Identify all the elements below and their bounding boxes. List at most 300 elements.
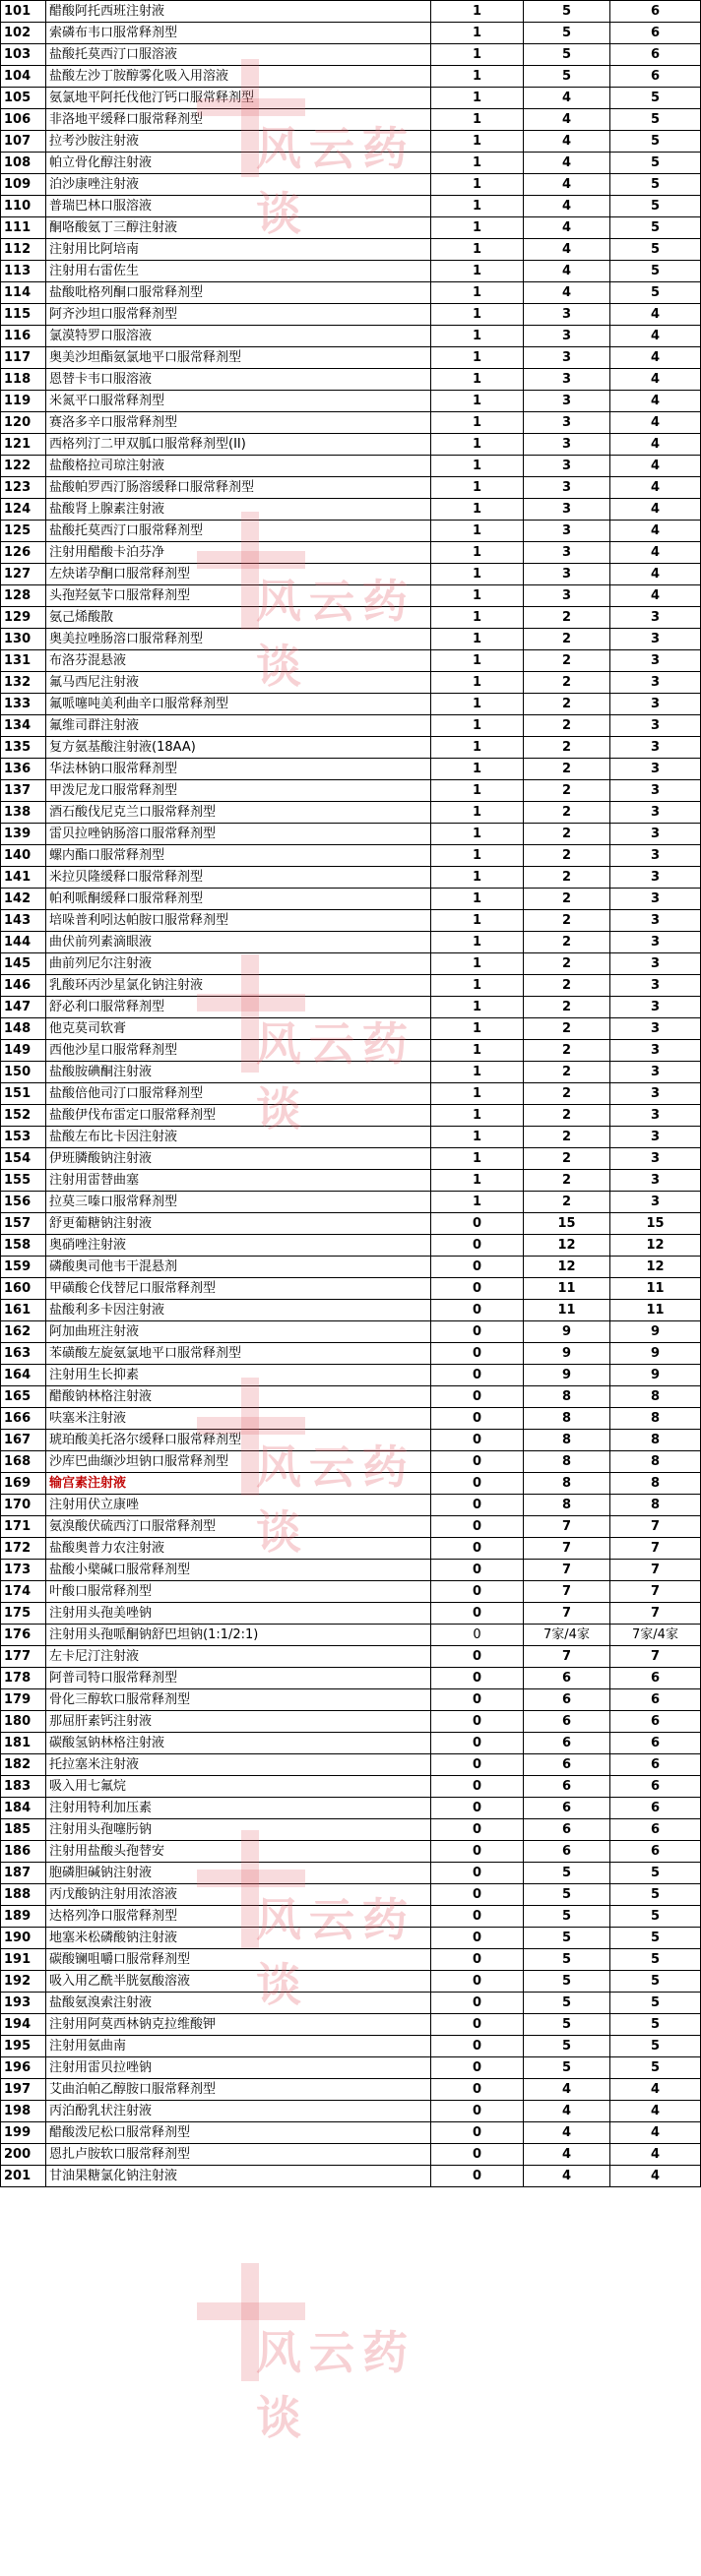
row-number: 106	[1, 109, 46, 131]
table-row	[1, 1603, 701, 1625]
value-col-c: 4	[610, 542, 701, 564]
table-row	[1, 2122, 701, 2144]
row-number: 161	[1, 1300, 46, 1321]
drug-name: 恩替卡韦口服溶液	[46, 369, 431, 391]
value-col-c: 8	[610, 1408, 701, 1430]
value-col-c: 5	[610, 282, 701, 304]
watermark-text: 风云药谈	[256, 1893, 415, 2011]
value-col-a: 1	[431, 845, 524, 867]
row-number: 123	[1, 477, 46, 499]
table-row	[1, 845, 701, 867]
value-col-c: 5	[610, 2057, 701, 2079]
value-col-a: 0	[431, 1386, 524, 1408]
drug-name: 氟哌噻吨美利曲辛口服常释剂型	[46, 694, 431, 715]
value-col-c: 7家/4家	[610, 1625, 701, 1646]
watermark-text: 风云药谈	[256, 122, 415, 240]
drug-name: 注射用右雷佐生	[46, 261, 431, 282]
row-number: 165	[1, 1386, 46, 1408]
drug-name: 培哚普利吲达帕胺口服常释剂型	[46, 910, 431, 932]
table-row	[1, 1430, 701, 1451]
table-row	[1, 2036, 701, 2057]
drug-name: 氟马西尼注射液	[46, 672, 431, 694]
value-col-c: 5	[610, 1884, 701, 1906]
drug-name: 舒更葡糖钠注射液	[46, 1213, 431, 1235]
table-row	[1, 109, 701, 131]
row-number: 183	[1, 1776, 46, 1798]
drug-name: 甘油果糖氯化钠注射液	[46, 2166, 431, 2187]
drug-name: 奥美沙坦酯氨氯地平口服常释剂型	[46, 347, 431, 369]
row-number: 185	[1, 1819, 46, 1841]
value-col-c: 5	[610, 88, 701, 109]
table-row	[1, 23, 701, 44]
drug-name: 盐酸吡格列酮口服常释剂型	[46, 282, 431, 304]
table-row	[1, 2014, 701, 2036]
drug-name: 盐酸氨溴索注射液	[46, 1993, 431, 2014]
row-number: 163	[1, 1343, 46, 1365]
drug-name: 注射用比阿培南	[46, 239, 431, 261]
drug-name: 盐酸托莫西汀口服溶液	[46, 44, 431, 66]
row-number: 175	[1, 1603, 46, 1625]
value-col-c: 7	[610, 1581, 701, 1603]
value-col-a: 1	[431, 672, 524, 694]
table-row	[1, 174, 701, 196]
drug-name: 注射用雷替曲塞	[46, 1170, 431, 1192]
value-col-c: 3	[610, 997, 701, 1018]
value-col-c: 5	[610, 1971, 701, 1993]
value-col-b: 7	[524, 1516, 610, 1538]
drug-name: 输宫素注射液	[46, 1473, 431, 1495]
table-row	[1, 672, 701, 694]
value-col-b: 5	[524, 1884, 610, 1906]
table-row	[1, 1884, 701, 1906]
value-col-b: 3	[524, 369, 610, 391]
row-number: 114	[1, 282, 46, 304]
drug-name: 醋酸泼尼松口服常释剂型	[46, 2122, 431, 2144]
value-col-b: 7	[524, 1581, 610, 1603]
value-col-c: 5	[610, 261, 701, 282]
value-col-b: 2	[524, 1018, 610, 1040]
row-number: 113	[1, 261, 46, 282]
value-col-b: 2	[524, 629, 610, 650]
table-row	[1, 1798, 701, 1819]
row-number: 146	[1, 975, 46, 997]
value-col-b: 8	[524, 1473, 610, 1495]
drug-name: 注射用特利加压素	[46, 1798, 431, 1819]
drug-name: 骨化三醇软口服常释剂型	[46, 1689, 431, 1711]
drug-name: 注射用醋酸卡泊芬净	[46, 542, 431, 564]
watermark-text: 风云药谈	[256, 2326, 415, 2444]
drug-name: 吸入用七氟烷	[46, 1776, 431, 1798]
value-col-b: 4	[524, 131, 610, 153]
drug-name: 雷贝拉唑钠肠溶口服常释剂型	[46, 824, 431, 845]
drug-name: 丙戊酸钠注射用浓溶液	[46, 1884, 431, 1906]
value-col-b: 3	[524, 499, 610, 521]
row-number: 133	[1, 694, 46, 715]
table-row	[1, 217, 701, 239]
value-col-a: 1	[431, 694, 524, 715]
row-number: 184	[1, 1798, 46, 1819]
table-row	[1, 1711, 701, 1733]
table-row	[1, 434, 701, 456]
drug-name: 阿加曲班注射液	[46, 1321, 431, 1343]
value-col-a: 0	[431, 1213, 524, 1235]
row-number: 177	[1, 1646, 46, 1668]
value-col-c: 8	[610, 1451, 701, 1473]
value-col-c: 5	[610, 131, 701, 153]
value-col-b: 7	[524, 1538, 610, 1560]
row-number: 151	[1, 1083, 46, 1105]
table-row	[1, 2101, 701, 2122]
row-number: 201	[1, 2166, 46, 2187]
drug-name: 复方氨基酸注射液(18AA)	[46, 737, 431, 759]
value-col-c: 6	[610, 1711, 701, 1733]
value-col-c: 3	[610, 1148, 701, 1170]
value-col-b: 11	[524, 1278, 610, 1300]
value-col-a: 1	[431, 607, 524, 629]
table-row	[1, 1993, 701, 2014]
value-col-a: 0	[431, 1798, 524, 1819]
value-col-a: 1	[431, 802, 524, 824]
value-col-c: 6	[610, 1, 701, 23]
value-col-c: 3	[610, 737, 701, 759]
value-col-a: 1	[431, 23, 524, 44]
value-col-c: 6	[610, 1819, 701, 1841]
value-col-b: 2	[524, 845, 610, 867]
value-col-b: 4	[524, 2166, 610, 2187]
value-col-c: 3	[610, 1040, 701, 1062]
value-col-b: 5	[524, 66, 610, 88]
table-row	[1, 802, 701, 824]
value-col-a: 1	[431, 824, 524, 845]
row-number: 141	[1, 867, 46, 889]
value-col-c: 4	[610, 2144, 701, 2166]
drug-name: 碳酸镧咀嚼口服常释剂型	[46, 1949, 431, 1971]
drug-name: 阿齐沙坦口服常释剂型	[46, 304, 431, 326]
value-col-a: 0	[431, 1928, 524, 1949]
row-number: 110	[1, 196, 46, 217]
value-col-a: 0	[431, 1603, 524, 1625]
value-col-a: 1	[431, 737, 524, 759]
row-number: 186	[1, 1841, 46, 1863]
table-row	[1, 1105, 701, 1127]
drug-name: 那屈肝素钙注射液	[46, 1711, 431, 1733]
value-col-a: 0	[431, 1278, 524, 1300]
drug-name: 胞磷胆碱钠注射液	[46, 1863, 431, 1884]
table-row	[1, 1343, 701, 1365]
drug-name: 沙库巴曲缬沙坦钠口服常释剂型	[46, 1451, 431, 1473]
table-row	[1, 1906, 701, 1928]
value-col-c: 6	[610, 1668, 701, 1689]
row-number: 101	[1, 1, 46, 23]
row-number: 104	[1, 66, 46, 88]
value-col-a: 1	[431, 564, 524, 585]
value-col-b: 6	[524, 1819, 610, 1841]
row-number: 199	[1, 2122, 46, 2144]
row-number: 176	[1, 1625, 46, 1646]
value-col-b: 6	[524, 1798, 610, 1819]
value-col-b: 4	[524, 174, 610, 196]
drug-name: 酮咯酸氨丁三醇注射液	[46, 217, 431, 239]
table-row	[1, 1300, 701, 1321]
row-number: 179	[1, 1689, 46, 1711]
value-col-b: 8	[524, 1451, 610, 1473]
table-row	[1, 694, 701, 715]
row-number: 149	[1, 1040, 46, 1062]
table-row	[1, 1, 701, 23]
row-number: 105	[1, 88, 46, 109]
drug-name: 盐酸左沙丁胺醇雾化吸入用溶液	[46, 66, 431, 88]
table-row	[1, 131, 701, 153]
value-col-a: 0	[431, 1776, 524, 1798]
table-row	[1, 1581, 701, 1603]
drug-name: 拉莫三嗪口服常释剂型	[46, 1192, 431, 1213]
table-row	[1, 953, 701, 975]
row-number: 119	[1, 391, 46, 412]
value-col-b: 5	[524, 1971, 610, 1993]
value-col-a: 1	[431, 369, 524, 391]
value-col-a: 0	[431, 2014, 524, 2036]
value-col-c: 3	[610, 867, 701, 889]
value-col-b: 12	[524, 1257, 610, 1278]
value-col-c: 5	[610, 1906, 701, 1928]
value-col-b: 2	[524, 715, 610, 737]
value-col-c: 5	[610, 1863, 701, 1884]
value-col-b: 4	[524, 261, 610, 282]
value-col-c: 8	[610, 1430, 701, 1451]
value-col-a: 0	[431, 1646, 524, 1668]
drug-name: 叶酸口服常释剂型	[46, 1581, 431, 1603]
table-row	[1, 1495, 701, 1516]
table-row	[1, 521, 701, 542]
row-number: 189	[1, 1906, 46, 1928]
value-col-a: 0	[431, 1495, 524, 1516]
row-number: 103	[1, 44, 46, 66]
drug-name: 苯磺酸左旋氨氯地平口服常释剂型	[46, 1343, 431, 1365]
drug-name: 丙泊酚乳状注射液	[46, 2101, 431, 2122]
value-col-c: 4	[610, 2166, 701, 2187]
row-number: 154	[1, 1148, 46, 1170]
row-number: 143	[1, 910, 46, 932]
value-col-b: 7家/4家	[524, 1625, 610, 1646]
value-col-c: 7	[610, 1560, 701, 1581]
row-number: 132	[1, 672, 46, 694]
value-col-b: 2	[524, 824, 610, 845]
drug-name: 左卡尼汀注射液	[46, 1646, 431, 1668]
value-col-a: 1	[431, 196, 524, 217]
value-col-a: 1	[431, 326, 524, 347]
drug-name: 盐酸伊伐布雷定口服常释剂型	[46, 1105, 431, 1127]
value-col-a: 0	[431, 1668, 524, 1689]
value-col-a: 1	[431, 282, 524, 304]
value-col-c: 7	[610, 1538, 701, 1560]
value-col-c: 4	[610, 391, 701, 412]
row-number: 138	[1, 802, 46, 824]
value-col-c: 12	[610, 1235, 701, 1257]
value-col-c: 4	[610, 456, 701, 477]
row-number: 160	[1, 1278, 46, 1300]
drug-name: 托拉塞米注射液	[46, 1754, 431, 1776]
drug-name: 盐酸胺碘酮注射液	[46, 1062, 431, 1083]
row-number: 116	[1, 326, 46, 347]
value-col-a: 1	[431, 347, 524, 369]
value-col-a: 1	[431, 1018, 524, 1040]
drug-name: 索磷布韦口服常释剂型	[46, 23, 431, 44]
row-number: 140	[1, 845, 46, 867]
value-col-c: 11	[610, 1300, 701, 1321]
value-col-b: 11	[524, 1300, 610, 1321]
value-col-a: 0	[431, 1516, 524, 1538]
drug-name: 泊沙康唑注射液	[46, 174, 431, 196]
row-number: 187	[1, 1863, 46, 1884]
drug-name: 他克莫司软膏	[46, 1018, 431, 1040]
value-col-b: 2	[524, 1040, 610, 1062]
value-col-b: 2	[524, 1170, 610, 1192]
row-number: 195	[1, 2036, 46, 2057]
drug-name: 曲前列尼尔注射液	[46, 953, 431, 975]
value-col-b: 7	[524, 1603, 610, 1625]
value-col-a: 0	[431, 1949, 524, 1971]
row-number: 159	[1, 1257, 46, 1278]
table-row	[1, 347, 701, 369]
value-col-a: 1	[431, 629, 524, 650]
drug-name: 赛洛多辛口服常释剂型	[46, 412, 431, 434]
row-number: 139	[1, 824, 46, 845]
value-col-b: 2	[524, 953, 610, 975]
value-col-c: 6	[610, 66, 701, 88]
value-col-a: 0	[431, 1819, 524, 1841]
value-col-b: 8	[524, 1495, 610, 1516]
table-row	[1, 44, 701, 66]
row-number: 117	[1, 347, 46, 369]
value-col-a: 0	[431, 1560, 524, 1581]
value-col-c: 5	[610, 1928, 701, 1949]
value-col-c: 3	[610, 715, 701, 737]
table-row	[1, 607, 701, 629]
value-col-a: 1	[431, 975, 524, 997]
row-number: 150	[1, 1062, 46, 1083]
row-number: 135	[1, 737, 46, 759]
value-col-a: 0	[431, 1343, 524, 1365]
drug-name: 甲泼尼龙口服常释剂型	[46, 780, 431, 802]
row-number: 130	[1, 629, 46, 650]
value-col-b: 5	[524, 2057, 610, 2079]
drug-name: 磷酸奥司他韦干混悬剂	[46, 1257, 431, 1278]
drug-name: 奥美拉唑肠溶口服常释剂型	[46, 629, 431, 650]
table-row	[1, 1321, 701, 1343]
row-number: 181	[1, 1733, 46, 1754]
row-number: 168	[1, 1451, 46, 1473]
value-col-b: 2	[524, 780, 610, 802]
row-number: 153	[1, 1127, 46, 1148]
drug-name: 米氮平口服常释剂型	[46, 391, 431, 412]
value-col-c: 6	[610, 1733, 701, 1754]
table-row	[1, 1170, 701, 1192]
row-number: 137	[1, 780, 46, 802]
value-col-a: 0	[431, 1300, 524, 1321]
row-number: 118	[1, 369, 46, 391]
table-row	[1, 326, 701, 347]
watermark-text: 风云药谈	[256, 1017, 415, 1135]
row-number: 197	[1, 2079, 46, 2101]
value-col-a: 1	[431, 953, 524, 975]
table-row	[1, 2079, 701, 2101]
drug-name: 吸入用乙酰半胱氨酸溶液	[46, 1971, 431, 1993]
value-col-b: 6	[524, 1776, 610, 1798]
value-col-b: 6	[524, 1754, 610, 1776]
drug-name: 碳酸氢钠林格注射液	[46, 1733, 431, 1754]
value-col-c: 4	[610, 564, 701, 585]
value-col-b: 5	[524, 1, 610, 23]
value-col-c: 9	[610, 1365, 701, 1386]
value-col-a: 1	[431, 434, 524, 456]
value-col-b: 5	[524, 2036, 610, 2057]
value-col-a: 0	[431, 2036, 524, 2057]
value-col-a: 0	[431, 1235, 524, 1257]
value-col-c: 3	[610, 932, 701, 953]
value-col-b: 4	[524, 2122, 610, 2144]
value-col-b: 3	[524, 434, 610, 456]
value-col-c: 4	[610, 347, 701, 369]
value-col-c: 6	[610, 44, 701, 66]
value-col-b: 4	[524, 217, 610, 239]
table-row	[1, 1408, 701, 1430]
value-col-c: 4	[610, 2101, 701, 2122]
value-col-c: 4	[610, 2079, 701, 2101]
value-col-a: 1	[431, 477, 524, 499]
value-col-c: 6	[610, 1776, 701, 1798]
value-col-a: 1	[431, 1148, 524, 1170]
value-col-a: 1	[431, 932, 524, 953]
table-row	[1, 239, 701, 261]
value-col-b: 2	[524, 997, 610, 1018]
value-col-a: 0	[431, 1906, 524, 1928]
drug-name: 注射用氨曲南	[46, 2036, 431, 2057]
value-col-c: 6	[610, 1798, 701, 1819]
value-col-c: 5	[610, 174, 701, 196]
drug-name: 奥硝唑注射液	[46, 1235, 431, 1257]
value-col-c: 4	[610, 2122, 701, 2144]
table-row	[1, 1971, 701, 1993]
value-col-b: 8	[524, 1386, 610, 1408]
row-number: 115	[1, 304, 46, 326]
value-col-a: 0	[431, 1625, 524, 1646]
row-number: 134	[1, 715, 46, 737]
drug-name: 头孢羟氨苄口服常释剂型	[46, 585, 431, 607]
value-col-c: 5	[610, 2036, 701, 2057]
value-col-c: 5	[610, 196, 701, 217]
value-col-b: 8	[524, 1430, 610, 1451]
table-row	[1, 564, 701, 585]
value-col-a: 0	[431, 1863, 524, 1884]
table-row	[1, 910, 701, 932]
value-col-c: 3	[610, 1083, 701, 1105]
value-col-c: 4	[610, 434, 701, 456]
value-col-b: 2	[524, 672, 610, 694]
table-row	[1, 391, 701, 412]
value-col-b: 5	[524, 44, 610, 66]
drug-name: 艾曲泊帕乙醇胺口服常释剂型	[46, 2079, 431, 2101]
value-col-b: 6	[524, 1841, 610, 1863]
value-col-a: 1	[431, 910, 524, 932]
value-col-c: 3	[610, 759, 701, 780]
table-row	[1, 2166, 701, 2187]
value-col-c: 3	[610, 1105, 701, 1127]
drug-name: 注射用生长抑素	[46, 1365, 431, 1386]
drug-name: 帕立骨化醇注射液	[46, 153, 431, 174]
value-col-b: 3	[524, 585, 610, 607]
table-row	[1, 1689, 701, 1711]
value-col-b: 6	[524, 1689, 610, 1711]
